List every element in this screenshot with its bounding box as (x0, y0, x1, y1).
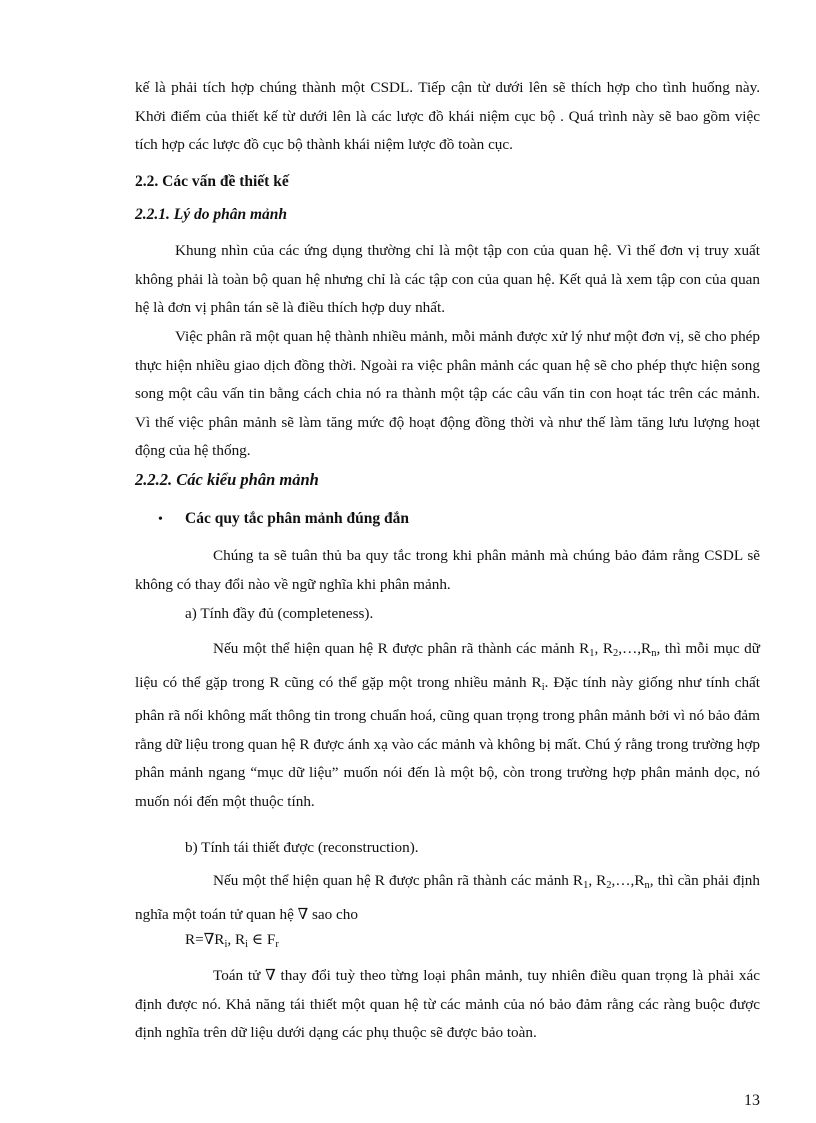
intro-paragraph: kế là phải tích hợp chúng thành một CSDL. Tiếp cận từ dưới lên sẽ thích hợp cho tình huống này. Khởi điểm của thiết kế từ dưới lên là các lược đồ khái niệm cục bộ . Quá trình này sẽ bao gồm việc tích hợp các lược đồ cục bộ thành khái niệm lược đồ toàn cục. (135, 79, 760, 153)
subsection-2-heading: 2.2.2. Các kiểu phân mảnh (135, 470, 319, 489)
para-completeness: Nếu một thể hiện quan hệ R được phân rã thành các mảnh $R_1$, $R_2,\dots,R_n$, thì mỗi mục dữ liệu có thể gặp trong R cũng có thể gặp một trong nhiều mảnh $R_i$. Đặc tính này giống như tính chất phân rã nối không mất thông tin trong chuẩn hoá, cũng quan trọng trong phân mảnh bởi vì nó bảo đảm rằng dữ liệu trong quan hệ R được ánh xạ vào các mảnh và không bị mất. Chú ý rằng trong trường hợp phân mảnh ngang “mục dữ liệu” muốn nói đến là một bộ, còn trong trường hợp phân mảnh dọc, nó muốn nói đến một thuộc tính. (135, 640, 760, 810)
page-number: 13 (744, 1092, 760, 1109)
para-rules: Chúng ta sẽ tuân thủ ba quy tắc trong khi phân mảnh mà chúng bảo đảm rằng CSDL sẽ không có thay đổi nào về ngữ nghĩa khi phân mảnh. (135, 547, 760, 593)
para-reason-1: Khung nhìn của các ứng dụng thường chỉ là một tập con của quan hệ. Vì thế đơn vị truy xuất không phải là toàn bộ quan hệ nhưng chỉ là các tập con của quan hệ. Kết quả là xem tập con của quan hệ là đơn vị phân tán sẽ là điều thích hợp duy nhất. (135, 242, 760, 316)
reconstruction-formula: $R=\nabla R_i$, $R_i$ ∈ $F_r$ (185, 931, 279, 950)
para-reconstruction: Nếu một thể hiện quan hệ R được phân rã thành các mảnh $R_1$, $R_2,\dots,R_n$, thì cần phải định nghĩa một toán tử quan hệ ∇ sao cho (135, 872, 760, 923)
bullet-icon: • (158, 512, 163, 527)
item-b-label: b) Tính tái thiết được (reconstruction). (185, 839, 419, 856)
section-heading: 2.2. Các vấn đề thiết kế (135, 173, 289, 190)
para-operator: Toán tử ∇ thay đổi tuỳ theo từng loại phân mảnh, tuy nhiên điều quan trọng là phải xác định được nó. Khả năng tái thiết một quan hệ từ các mảnh của nó bảo đảm rằng các ràng buộc được định nghĩa trên dữ liệu dưới dạng các phụ thuộc sẽ được bảo toàn. (135, 967, 760, 1041)
item-a-label: a) Tính đầy đủ (completeness). (185, 605, 374, 622)
para-reason-2: Việc phân rã một quan hệ thành nhiều mảnh, mỗi mảnh được xử lý như một đơn vị, sẽ cho phép thực hiện nhiều giao dịch đồng thời. Ngoài ra việc phân mảnh các quan hệ sẽ cho phép thực hiện song song một câu vấn tin bằng cách chia nó ra thành một tập các câu vấn tin con hoạt tác trên các mảnh. Vì thế việc phân mảnh sẽ làm tăng mức độ hoạt động đồng thời và như thế làm tăng lưu lượng hoạt động của hệ thống. (135, 328, 760, 459)
bullet-heading: Các quy tắc phân mảnh đúng đắn (185, 510, 409, 527)
subsection-1-heading: 2.2.1. Lý do phân mảnh (135, 206, 288, 223)
